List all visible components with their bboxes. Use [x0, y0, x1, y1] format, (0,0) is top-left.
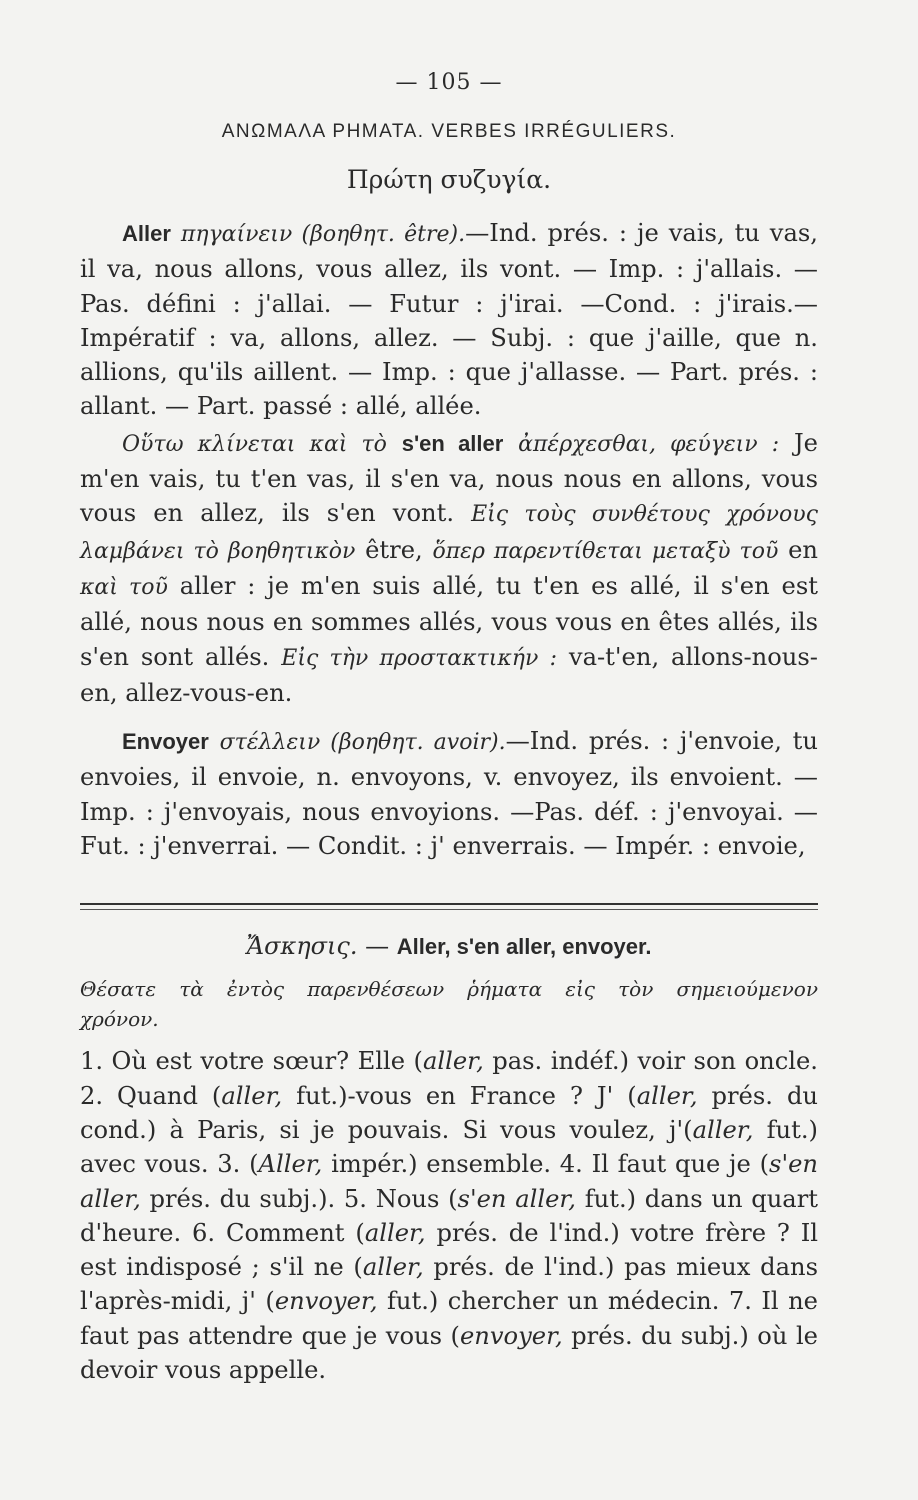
exercise-segment: prés. de l'ind.) votre frère ? Il est indisposé ; s'il ne (: [80, 1218, 818, 1282]
verb-envoyer: Envoyer: [122, 729, 209, 755]
sen-aller-paragraph: [80, 426, 818, 710]
exercise-verb: aller,: [221, 1081, 283, 1110]
exercise-verb: s'en aller,: [80, 1150, 818, 1213]
sen-aller-greek-5: καὶ τοῦ: [80, 574, 168, 600]
exercise-verb: aller,: [692, 1115, 754, 1144]
exercise-verb: aller,: [362, 1253, 424, 1282]
divider-thin: [80, 909, 818, 910]
verb-aller: Aller: [122, 221, 171, 246]
sen-aller-greek-1: Οὕτω κλίνεται καὶ τὸ: [122, 431, 387, 457]
exercise-heading: [80, 932, 818, 960]
exercise-verb: s'en aller,: [457, 1184, 576, 1213]
exercise-segment: prés. du subj.). 5. Nous (: [140, 1184, 458, 1213]
exercise-segment: impér.) ensemble. 4. Il faut que je (: [322, 1150, 770, 1179]
sen-aller-greek-2: ἀπέρχεσθαι, φεύγειν :: [518, 431, 780, 457]
running-title: ΑΝΩΜΑΛΑ ΡΗΜΑΤΑ. VERBES IRRÉGULIERS.: [221, 121, 677, 142]
exercise-segment: fut.) avec vous. 3. (: [80, 1115, 818, 1179]
exercise-verb: envoyer,: [274, 1287, 378, 1316]
exercise-verb: envoyer,: [459, 1321, 563, 1350]
aller-conjugation: —Ind. prés. : je vais, tu vas, il va, nous allons, vous allez, ils vont. — Imp. : j'allais. — Pas. défini : j'allai. — Futur : j'irai. —Cond. : j'irais.—Impératif : va, allons, allez. — Subj. : que j'aille, que n. allions, qu'ils aillent. — Imp. : que j'allasse. — Part. prés. : allant. — Part. passé : allé, allée.: [80, 219, 818, 421]
verb-sen-aller: s'en aller: [401, 430, 504, 456]
sen-aller-greek-4: ὅπερ παρεντίθεται μεταξὺ τοῦ: [432, 538, 779, 564]
exercise-label: Ἄσκησις.: [246, 932, 358, 961]
exercise-dash: —: [357, 932, 397, 961]
word-etre: être,: [365, 535, 423, 564]
sen-aller-conjugation-1: Je m'en vais, tu t'en vas, il s'en va, nous nous en allons, vous vous en allez, ils s'en vont.: [80, 428, 818, 528]
aller-paragraph: [80, 216, 818, 424]
exercise-verb: Aller,: [258, 1150, 323, 1179]
exercise-verb: aller,: [636, 1081, 698, 1110]
exercise-verb: aller,: [422, 1047, 484, 1076]
envoyer-conjugation: —Ind. prés. : j'envoie, tu envoies, il envoie, n. envoyons, v. envoyez, ils envoient. — Imp. : j'envoyais, nous envoyions. —Pas. déf. : j'envoyai. — Fut. : j'enverrai. — Condit. : j' enverrais. — Impér. : envoie,: [80, 727, 818, 861]
exercise-segment: 1. Où est votre sœur? Elle (: [80, 1047, 423, 1076]
book-page: [80, 70, 818, 1387]
exercise-segment: fut.)-vous en France ? J' (: [282, 1081, 637, 1110]
exercise-segment: prés. du subj.) où le devoir vous appelle.: [80, 1321, 818, 1385]
sen-aller-conjugation-2: je m'en suis allé, tu t'en es allé, il s'en est allé, nous nous en sommes allés, vous vous en êtes allés, ils s'en sont allés.: [80, 571, 818, 671]
envoyer-paragraph: [80, 724, 818, 863]
divider-thick: [80, 903, 818, 905]
page-number: — 105 —: [395, 70, 503, 95]
exercise-segment: prés. de l'ind.) pas mieux dans l'après-midi, j' (: [80, 1253, 818, 1316]
sen-aller-greek-3: Εἰς τοὺς συνθέτους χρόνους λαμβάνει τὸ βοηθητικὸν: [80, 502, 818, 564]
exercise-verb: aller,: [364, 1218, 426, 1247]
exercise-segment: fut.) dans un quart d'heure. 6. Comment (: [80, 1184, 818, 1247]
section-heading: Πρώτη συζυγία.: [346, 165, 552, 194]
exercise-title: Aller, s'en aller, envoyer.: [396, 934, 652, 960]
exercise-text: [80, 1044, 818, 1387]
aller-greek-gloss: πηγαίνειν (βοηθητ. être).: [180, 222, 466, 247]
exercise-segment: pas. indéf.) voir son oncle. 2. Quand (: [80, 1047, 818, 1110]
sen-aller-greek-6: Εἰς τὴν προστακτικήν :: [281, 645, 557, 671]
word-aller: aller :: [179, 571, 256, 600]
sen-aller-imperative: va-t'en, allons-nous-en, allez-vous-en.: [80, 642, 818, 707]
word-en: en: [788, 535, 818, 564]
envoyer-greek-gloss: στέλλειν (βοηθητ. avoir).: [219, 730, 506, 756]
exercise-segment: prés. du cond.) à Paris, si je pouvais. Si vous voulez, j'(: [80, 1081, 819, 1144]
exercise-instruction: Θέσατε τὰ ἐντὸς παρενθέσεων ῥήματα εἰς τὸν σημειούμενον χρόνον.: [80, 977, 818, 1032]
exercise-segment: fut.) chercher un médecin. 7. Il ne faut pas attendre que je vous (: [80, 1287, 818, 1350]
